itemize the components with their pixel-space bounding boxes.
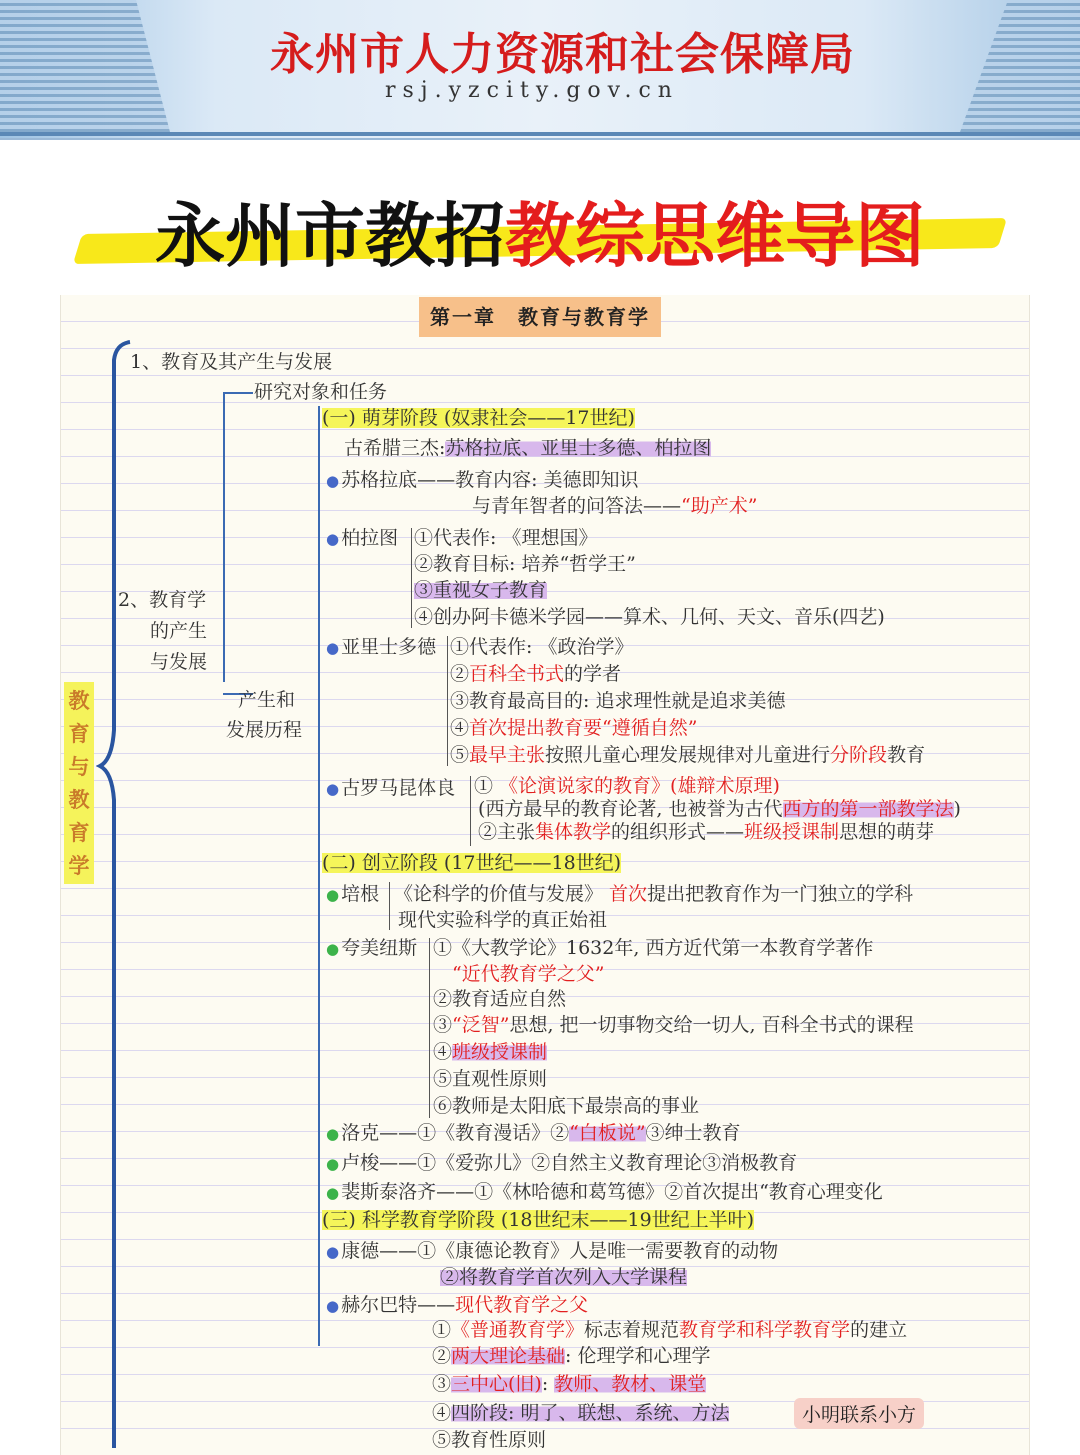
comenius-label: 夸美纽斯 <box>341 937 418 959</box>
herbart-4-text: 四阶段: 明了、联想、系统、方法 <box>451 1402 730 1424</box>
quintilian-3-mid: 的组织形式—— <box>611 821 745 843</box>
banner-url[interactable]: rsj.yzcity.gov.cn <box>385 78 679 103</box>
comenius-name <box>326 936 417 961</box>
comenius-bracket <box>429 938 430 1118</box>
comenius-5: ⑤直观性原则 <box>433 1068 548 1090</box>
herbart-2-tail: : 伦理学和心理学 <box>565 1345 711 1367</box>
comenius-1: ①《大教学论》1632年, 西方近代第一本教育学著作 <box>433 937 874 959</box>
comenius-3-tail: 思想, 把一切事物交给一切人, 百科全书式的课程 <box>509 1014 914 1036</box>
quintilian-3-tail: 思想的萌芽 <box>839 821 935 843</box>
kant-1 <box>326 1239 778 1264</box>
herbart-3-red1: 三中心(旧) <box>451 1373 542 1395</box>
section-2-b: 的产生 <box>150 620 208 642</box>
aristotle-5-red2: 分阶段 <box>830 744 888 766</box>
comenius-3-num: ③ <box>433 1014 453 1036</box>
comenius-2: ②教育适应自然 <box>433 988 567 1010</box>
side-label-text: 教 育 与 教 育 学 <box>68 688 90 878</box>
header-banner <box>0 0 1080 140</box>
aristotle-label: 亚里士多德 <box>341 636 437 658</box>
history-b: 发展历程 <box>226 719 303 741</box>
comenius-3-red: “泛智” <box>452 1014 510 1036</box>
kant-1-text: 康德——①《康德论教育》人是唯一需要教育的动物 <box>341 1240 779 1262</box>
locke-line <box>326 1121 741 1146</box>
quintilian-2-tail: ) <box>953 798 961 820</box>
contact-tag: 小明联系小方 <box>794 1398 924 1429</box>
aristotle-bracket <box>447 636 448 766</box>
socrates-line-2 <box>472 494 757 518</box>
aristotle-5-tail: 教育 <box>887 744 926 766</box>
herbart-1-tail: 的建立 <box>850 1319 908 1341</box>
herbart-1-mid: 标志着规范 <box>584 1319 680 1341</box>
quintilian-1-red: 《论演说家的教育》(雄辩术原理) <box>499 775 780 797</box>
banner-divider-thin <box>0 138 1080 140</box>
plato-label: 柏拉图 <box>341 527 399 549</box>
comenius-3 <box>433 1013 914 1037</box>
greek-three-label <box>344 436 711 460</box>
bacon-name <box>326 882 379 907</box>
quintilian-2-red: 西方的第一部教学法 <box>782 798 954 820</box>
quintilian-1 <box>474 774 780 798</box>
tree-line-main <box>318 406 320 1346</box>
aristotle-5-red1: 最早主张 <box>469 744 546 766</box>
rousseau-line <box>326 1151 797 1176</box>
herbart-2-red: 两大理论基础 <box>451 1345 566 1367</box>
quintilian-3-red1: 集体教学 <box>535 821 612 843</box>
aristotle-2-tail: 的学者 <box>564 663 622 685</box>
aristotle-1: ①代表作: 《政治学》 <box>450 636 634 658</box>
comenius-4 <box>433 1040 547 1064</box>
socrates-content: 苏格拉底——教育内容: 美德即知识 <box>341 469 639 491</box>
plato-4: ④创办阿卡德米学园——算术、几何、天文、音乐(四艺) <box>414 606 885 628</box>
plato-bracket <box>411 528 412 628</box>
herbart-2-num: ② <box>432 1345 452 1367</box>
comenius-1b: “近代教育学之父” <box>452 963 605 985</box>
banner-divider <box>0 132 1080 136</box>
banner-title: 永州市人力资源和社会保障局 <box>270 29 855 80</box>
headline-red: 教综思维导图 <box>505 195 925 277</box>
quintilian-name <box>326 776 455 801</box>
plato-3: ③重视女子教育 <box>414 579 548 601</box>
section-2-c: 与发展 <box>150 651 208 673</box>
aristotle-5 <box>450 743 925 767</box>
herbart-1-num: ① <box>432 1319 452 1341</box>
socrates-line-1 <box>326 468 639 493</box>
side-label <box>64 682 94 884</box>
research-object: 研究对象和任务 <box>254 381 388 403</box>
plato-2: ②教育目标: 培养“哲学王” <box>414 553 636 575</box>
aristotle-3: ③教育最高目的: 追求理性就是追求美德 <box>450 690 786 712</box>
headline <box>0 180 1080 281</box>
aristotle-5-num: ⑤ <box>450 744 470 766</box>
kant-2: ②将教育学首次列入大学课程 <box>440 1266 688 1288</box>
bacon-1-tail: 提出把教育作为一门独立的学科 <box>647 883 914 905</box>
herbart-label: 赫尔巴特—— <box>341 1294 456 1316</box>
herbart-5: ⑤教育性原则 <box>432 1429 547 1451</box>
aristotle-2-red: 百科全书式 <box>469 663 565 685</box>
locke-tail: ③绅士教育 <box>645 1122 741 1144</box>
herbart-3-red2: 教师、教材、课堂 <box>554 1373 707 1395</box>
quintilian-3-a: ②主张 <box>478 821 536 843</box>
stage-1-heading: (一) 萌芽阶段 (奴隶社会——17世纪) <box>322 407 635 429</box>
left-brace <box>96 340 136 1450</box>
locke-red: “白板说” <box>569 1122 646 1144</box>
herbart-4-num: ④ <box>432 1402 452 1424</box>
comenius-4-red: 班级授课制 <box>452 1041 548 1063</box>
bacon-bracket <box>389 882 390 930</box>
quintilian-3-red2: 班级授课制 <box>744 821 840 843</box>
aristotle-name <box>326 635 436 660</box>
herbart-1-red2: 教育学和科学教育学 <box>679 1319 851 1341</box>
quintilian-2-a: (西方最早的教育论著, 也被誉为古代 <box>478 798 783 820</box>
herbart-1 <box>432 1318 907 1342</box>
aristotle-4-num: ④ <box>450 717 470 739</box>
quintilian-3 <box>478 820 934 844</box>
aristotle-4-red: 首次提出教育要“遵循自然” <box>469 717 698 739</box>
comenius-6: ⑥教师是太阳底下最崇高的事业 <box>433 1095 700 1117</box>
pestalozzi-line <box>326 1180 883 1205</box>
headline-black: 永州市教招 <box>155 195 505 277</box>
bacon-1-red: 首次 <box>609 883 648 905</box>
section-2-a: 2、教育学 <box>118 589 207 611</box>
history-a: 产生和 <box>238 689 296 711</box>
building-graphic-left <box>0 0 170 132</box>
quintilian-2 <box>478 797 961 821</box>
quintilian-label: 古罗马昆体良 <box>341 777 456 799</box>
socrates-method: 与青年智者的问答法—— <box>472 495 682 517</box>
herbart-name <box>326 1293 588 1318</box>
greek-three-names: 苏格拉底、亚里士多德、柏拉图 <box>445 437 712 459</box>
locke-a: 洛克——①《教育漫话》② <box>341 1122 570 1144</box>
aristotle-2 <box>450 662 621 686</box>
herbart-4 <box>432 1401 729 1425</box>
section-1: 1、教育及其产生与发展 <box>130 351 333 373</box>
herbart-3-num: ③ <box>432 1373 452 1395</box>
rousseau-text: 卢梭——①《爱弥儿》②自然主义教育理论③消极教育 <box>341 1152 798 1174</box>
tree-line-a-h1 <box>223 392 253 394</box>
stage-2-heading: (二) 创立阶段 (17世纪——18世纪) <box>322 852 622 874</box>
herbart-3 <box>432 1372 706 1396</box>
herbart-1-red1: 《普通教育学》 <box>451 1319 585 1341</box>
tree-line-a <box>223 392 225 682</box>
stage-3-heading: (三) 科学教育学阶段 (18世纪末——19世纪上半叶) <box>322 1209 755 1231</box>
socrates-midwifery: “助产术” <box>681 495 758 517</box>
aristotle-4 <box>450 716 697 740</box>
comenius-4-num: ④ <box>433 1041 453 1063</box>
aristotle-2-num: ② <box>450 663 470 685</box>
building-graphic-right <box>960 0 1080 132</box>
quintilian-1-num: ① <box>474 775 500 797</box>
plato-name <box>326 526 398 551</box>
greek-three-prefix: 古希腊三杰: <box>344 437 446 459</box>
herbart-father: 现代教育学之父 <box>455 1294 589 1316</box>
plato-1: ①代表作: 《理想国》 <box>414 527 598 549</box>
aristotle-5-mid: 按照儿童心理发展规律对儿童进行 <box>545 744 831 766</box>
bacon-2: 现代实验科学的真正始祖 <box>398 909 608 931</box>
bacon-1-book: 《论科学的价值与发展》 <box>394 883 610 905</box>
bacon-label: 培根 <box>341 883 380 905</box>
herbart-3-colon: : <box>541 1373 555 1395</box>
quintilian-bracket <box>470 776 471 846</box>
bacon-1 <box>394 882 913 906</box>
chapter-title: 第一章 教育与教育学 <box>419 297 661 337</box>
herbart-2 <box>432 1344 710 1368</box>
pestalozzi-text: 裴斯泰洛齐——①《林哈德和葛笃德》②首次提出“教育心理变化 <box>341 1181 883 1203</box>
